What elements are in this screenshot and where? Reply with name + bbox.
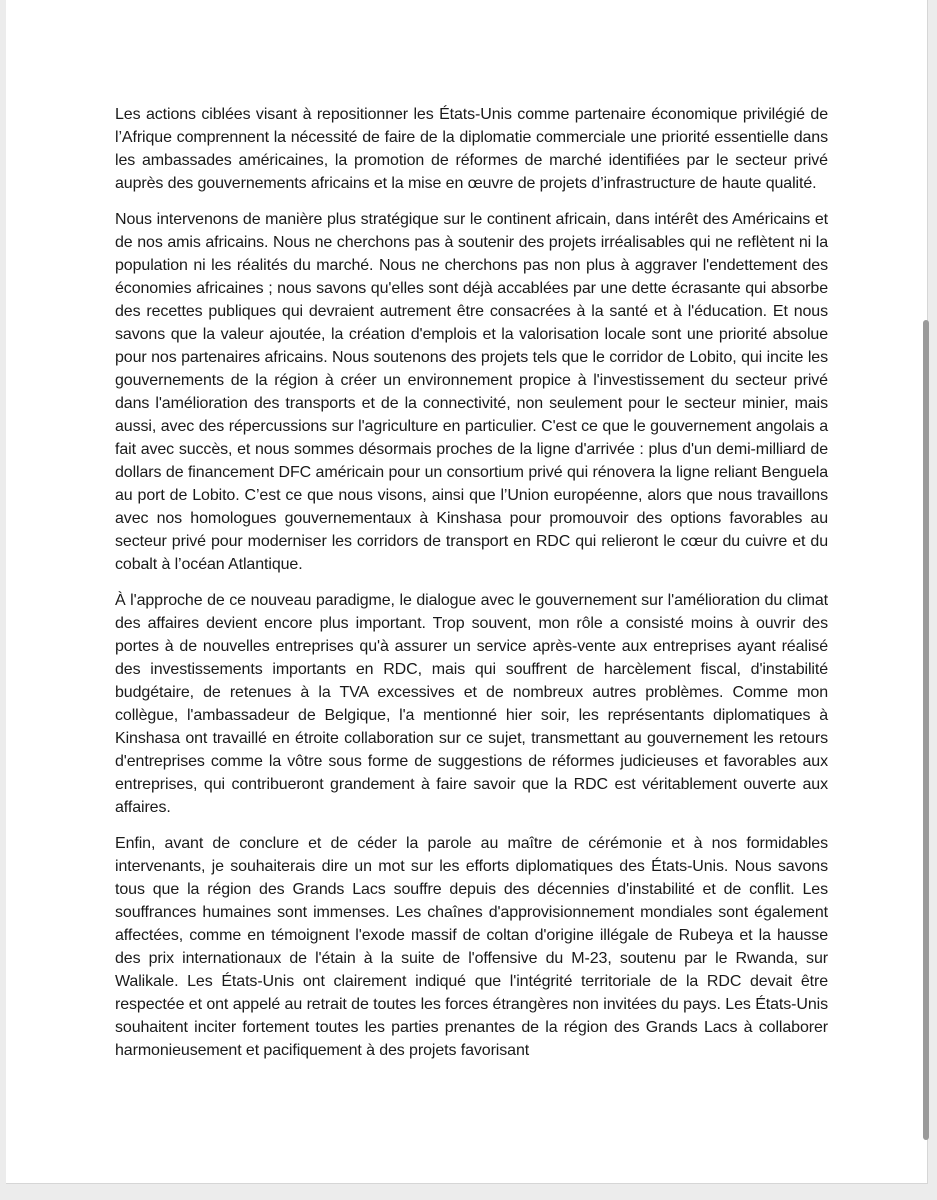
paragraph-1: Les actions ciblées visant à repositionner les États-Unis comme partenaire économique privilégié de l’Afrique comprennent la nécessité de faire de la diplomatie commerciale une priorité essentielle dans les ambassades américaines, la promotion de réformes de marché identifiées par le secteur privé auprès des gouvernements africains et la mise en œuvre de projets d’infrastructure de haute qualité. [115, 106, 828, 192]
document-body [115, 103, 828, 1075]
paragraph-3: À l'approche de ce nouveau paradigme, le dialogue avec le gouvernement sur l'amélioration du climat des affaires devient encore plus important. Trop souvent, mon rôle a consisté moins à ouvrir des portes à de nouvelles entreprises qu'à assurer un service après-vente aux entreprises ayant réalisé des investissements importants en RDC, mais qui souffrent de harcèlement fiscal, d'instabilité budgétaire, de retenues à la TVA excessives et de nombreux autres problèmes. Comme mon collègue, l'ambassadeur de Belgique, l'a mentionné hier soir, les représentants diplomatiques à Kinshasa ont travaillé en étroite collaboration sur ce sujet, transmettant au gouvernement les retours d'entreprises comme la vôtre sous forme de suggestions de réformes judicieuses et favorables aux entreprises, qui contribueront grandement à faire savoir que la RDC est véritablement ouverte aux affaires. [115, 592, 828, 816]
paragraph-4: Enfin, avant de conclure et de céder la parole au maître de cérémonie et à nos formidables intervenants, je souhaiterais dire un mot sur les efforts diplomatiques des États-Unis. Nous savons tous que la région des Grands Lacs souffre depuis des décennies d'instabilité et de conflit. Les souffrances humaines sont immenses. Les chaînes d'approvisionnement mondiales sont également affectées, comme en témoignent l'exode massif de coltan d'origine illégale de Rubeya et la hausse des prix internationaux de l'étain à la suite de l'offensive du M-23, soutenu par le Rwanda, sur Walikale. Les États-Unis ont clairement indiqué que l'intégrité territoriale de la RDC devait être respectée et ont appelé au retrait de toutes les forces étrangères non invitées du pays. Les États-Unis souhaitent inciter fortement toutes les parties prenantes de la région des Grands Lacs à collaborer harmonieusement et pacifiquement à des projets favorisant [115, 835, 828, 1059]
vertical-scrollbar[interactable] [923, 320, 929, 1140]
document-page [6, 0, 928, 1184]
paragraph-2: Nous intervenons de manière plus stratégique sur le continent africain, dans intérêt des Américains et de nos amis africains. Nous ne cherchons pas à soutenir des projets irréalisables qui ne reflètent ni la population ni les réalités du marché. Nous ne cherchons pas non plus à aggraver l'endettement des économies africaines ; nous savons qu'elles sont déjà accablées par une dette écrasante qui absorbe des recettes publiques qui devraient autrement être consacrées à la santé et à l'éducation. Et nous savons que la valeur ajoutée, la création d'emplois et la valorisation locale sont une priorité absolue pour nos partenaires africains. Nous soutenons des projets tels que le corridor de Lobito, qui incite les gouvernements de la région à créer un environnement propice à l'investissement du secteur privé dans l'amélioration des transports et de la connectivité, non seulement pour le secteur minier, mais aussi, avec des répercussions sur l'agriculture en particulier. C'est ce que le gouvernement angolais a fait avec succès, et nous sommes désormais proches de la ligne d'arrivée : plus d'un demi-milliard de dollars de financement DFC américain pour un consortium privé qui rénovera la ligne reliant Benguela au port de Lobito. C’est ce que nous visons, ainsi que l’Union européenne, alors que nous travaillons avec nos homologues gouvernementaux à Kinshasa pour promouvoir des options favorables au secteur privé pour moderniser les corridors de transport en RDC qui relieront le cœur du cuivre et du cobalt à l’océan Atlantique. [115, 211, 828, 573]
